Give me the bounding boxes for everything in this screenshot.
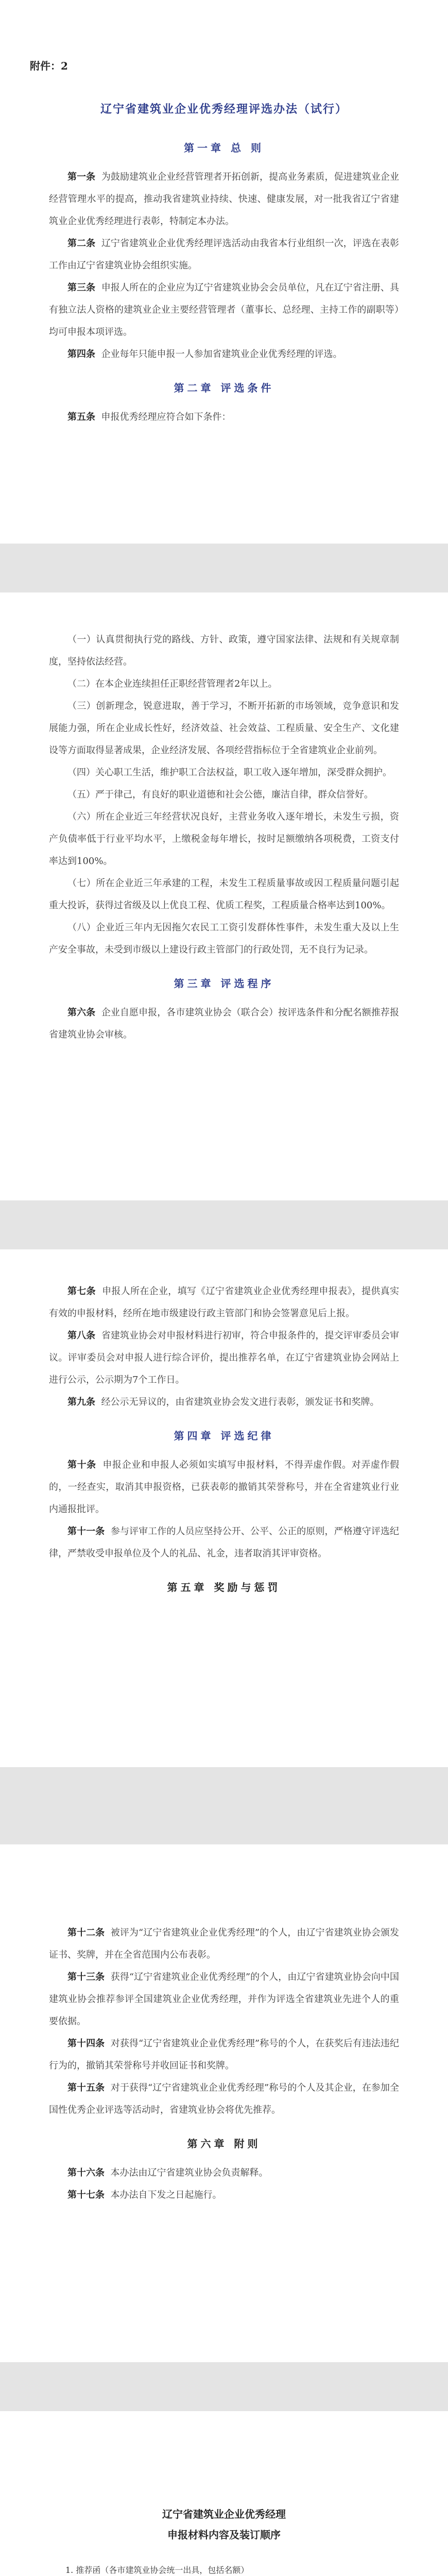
article-11-lead: 第十一条 [67,1526,105,1537]
article-16-lead: 第十六条 [67,2167,105,2178]
chapter-4-heading: 第四章 评选纪律 [174,1430,274,1442]
condition-item: （四）关心职工生活，维护职工合法权益，职工收入逐年增加，深受群众拥护。 [67,767,392,778]
article-13 [49,1966,399,2032]
article-14 [49,2032,399,2077]
condition-item: （一）认真贯彻执行党的路线、方针、政策，遵守国家法律、法规和有关规章制度，坚持依法经营。 [49,634,399,667]
page-2 [0,592,448,1200]
article-11-text: 参与评审工作的人员应坚持公开、公平、公正的原则，严格遵守评选纪律，严禁收受申报单位及个人的礼品、礼金，违者取消其评审资格。 [49,1526,400,1559]
article-5-text: 申报优秀经理应符合如下条件： [101,412,231,422]
appendix-title-line-1: 辽宁省建筑业企业优秀经理 [162,2508,286,2520]
article-15-text: 对于获得“辽宁省建筑业企业优秀经理”称号的个人及其企业，在参加全国性优秀企业评选等活动时，省建筑业协会将优先推荐。 [49,2082,399,2115]
condition-item: （五）严于律己，有良好的职业道德和社会公德，廉洁自律，群众信誉好。 [67,789,373,800]
chapter-1-heading: 第一章 总 则 [184,142,264,154]
chapter-2-heading: 第二章 评选条件 [174,382,274,394]
article-14-text: 对获得“辽宁省建筑业企业优秀经理”称号的个人，在获奖后有违法违纪行为的，撤销其荣誉称号并收回证书和奖牌。 [49,2038,399,2071]
article-9 [49,1391,399,1413]
article-14-lead: 第十四条 [67,2038,105,2049]
condition-item: （二）在本企业连续担任正职经营管理者2年以上。 [67,679,278,689]
article-7-lead: 第七条 [67,1286,96,1297]
article-17 [49,2184,399,2206]
article-17-lead: 第十七条 [67,2190,105,2200]
article-6 [49,1002,399,1046]
article-16 [49,2162,399,2184]
page-5 [0,2411,448,2576]
condition-item: （七）所在企业近三年承建的工程，未发生工程质量事故或因工程质量问题引起重大投诉，获得过省级及以上优良工程、优质工程奖，工程质量合格率达到100%。 [49,878,399,911]
article-1-text: 为鼓励建筑业企业经营管理者开拓创新，提高业务素质，促进建筑业企业经营管理水平的提高，推动我省建筑业持续、快速、健康发展，对一批我省辽宁省建筑业企业优秀经理进行表彰，特制定本办法。 [49,172,400,227]
article-13-lead: 第十三条 [67,1972,105,1982]
article-4-lead: 第四条 [67,349,95,360]
document-title: 辽宁省建筑业企业优秀经理评选办法（试行） [100,103,348,116]
article-2-lead: 第二条 [67,238,96,249]
article-12-text: 被评为“辽宁省建筑业企业优秀经理”的个人，由辽宁省建筑业协会颁发证书、奖牌，并在全省范围内公布表彰。 [49,1927,399,1960]
article-7-text: 申报人所在企业，填写《辽宁省建筑业企业优秀经理申报表》，提供真实有效的申报材料，经所在地市级建设行政主管部门和协会签署意见后上报。 [49,1286,400,1319]
condition-item: （八）企业近三年内无因拖欠农民工工资引发群体性事件，未发生重大及以上生产安全事故，未受到市级以上建设行政主管部门的行政处罚，无不良行为记录。 [49,922,399,955]
article-12-lead: 第十二条 [67,1927,105,1938]
article-6-text: 企业自愿申报，各市建筑业协会（联合会）按评选条件和分配名额推荐报省建筑业协会审核。 [49,1007,400,1040]
page-4 [0,1844,448,2362]
article-10 [49,1454,399,1520]
article-13-text: 获得“辽宁省建筑业企业优秀经理”的个人，由辽宁省建筑业协会向中国建筑业协会推荐参评全国建筑业企业优秀经理，并作为评选全省建筑业先进个人的重要依据。 [49,1972,399,2027]
article-3-text: 申报人所在的企业应为辽宁省建筑业协会会员单位，凡在辽宁省注册、具有独立法人资格的建筑业企业主要经营管理者（董事长、总经理、主持工作的副职等）均可申报本项评选。 [49,282,400,337]
article-17-text: 本办法自下发之日起施行。 [110,2190,222,2200]
article-3 [49,277,399,343]
article-1-lead: 第一条 [67,172,96,182]
attachment-label: 附件：2 [30,60,68,72]
article-2-text: 辽宁省建筑业企业优秀经理评选活动由我省本行业组织一次，评选在表彰工作由辽宁省建筑业协会组织实施。 [49,238,400,271]
appendix-list-item: 1. 推荐函（各市建筑业协会统一出具，包括名额） [65,2565,249,2575]
page-gap [0,1767,448,1844]
article-4-text: 企业每年只能申报一人参加省建筑业企业优秀经理的评选。 [101,349,342,360]
article-4 [49,343,399,365]
article-16-text: 本办法由辽宁省建筑业协会负责解释。 [110,2167,268,2178]
article-11 [49,1520,399,1565]
page-3 [0,1249,448,1767]
page-1 [0,0,448,544]
condition-item: （六）所在企业近三年经营状况良好，主营业务收入逐年增长，未发生亏损，资产负债率低于行业平均水平，上缴税金每年增长，按时足额缴纳各项税费，工资支付率达到100%。 [49,811,399,867]
article-12 [49,1922,399,1966]
article-9-lead: 第九条 [67,1397,95,1408]
article-15-lead: 第十五条 [67,2082,105,2093]
article-8-text: 省建筑业协会对申报材料进行初审，符合申报条件的，提交评审委员会审议。评审委员会对申报人进行综合评价，提出推荐名单，在辽宁省建筑业协会网站上进行公示，公示期为7个工作日。 [49,1330,400,1385]
article-2 [49,232,399,277]
article-8 [49,1325,399,1391]
article-7 [49,1280,399,1325]
article-1 [49,166,399,232]
chapter-6-heading: 第六章 附则 [187,2138,261,2150]
article-6-lead: 第六条 [67,1007,96,1018]
appendix-title-line-2: 申报材料内容及装订顺序 [167,2529,281,2541]
article-5-lead: 第五条 [67,412,95,422]
chapter-3-heading: 第三章 评选程序 [174,977,274,990]
article-10-text: 申报企业和申报人必须如实填写申报材料，不得弄虚作假。对弄虚作假的，一经查实，取消其申报资格，已获表彰的撤销其荣誉称号，并在全省建筑业行业内通报批评。 [49,1460,399,1515]
page-gap [0,544,448,592]
article-9-text: 经公示无异议的，由省建筑业协会发文进行表彰，颁发证书和奖牌。 [101,1397,380,1408]
article-8-lead: 第八条 [67,1330,96,1341]
chapter-5-heading: 第五章 奖励与惩罚 [167,1581,281,1594]
article-3-lead: 第三条 [67,282,96,293]
condition-item: （三）创新理念，锐意进取，善于学习，不断开拓新的市场领域，竞争意识和发展能力强，所在企业成长性好，经济效益、社会效益、工程质量、安全生产、文化建设等方面取得显著成果，企业经济发展、各项经营指标位于全省建筑业企业前列。 [49,701,399,756]
page-gap [0,1200,448,1249]
page-gap [0,2362,448,2411]
article-15 [49,2077,399,2121]
article-10-lead: 第十条 [67,1460,96,1470]
article-5 [49,406,399,428]
